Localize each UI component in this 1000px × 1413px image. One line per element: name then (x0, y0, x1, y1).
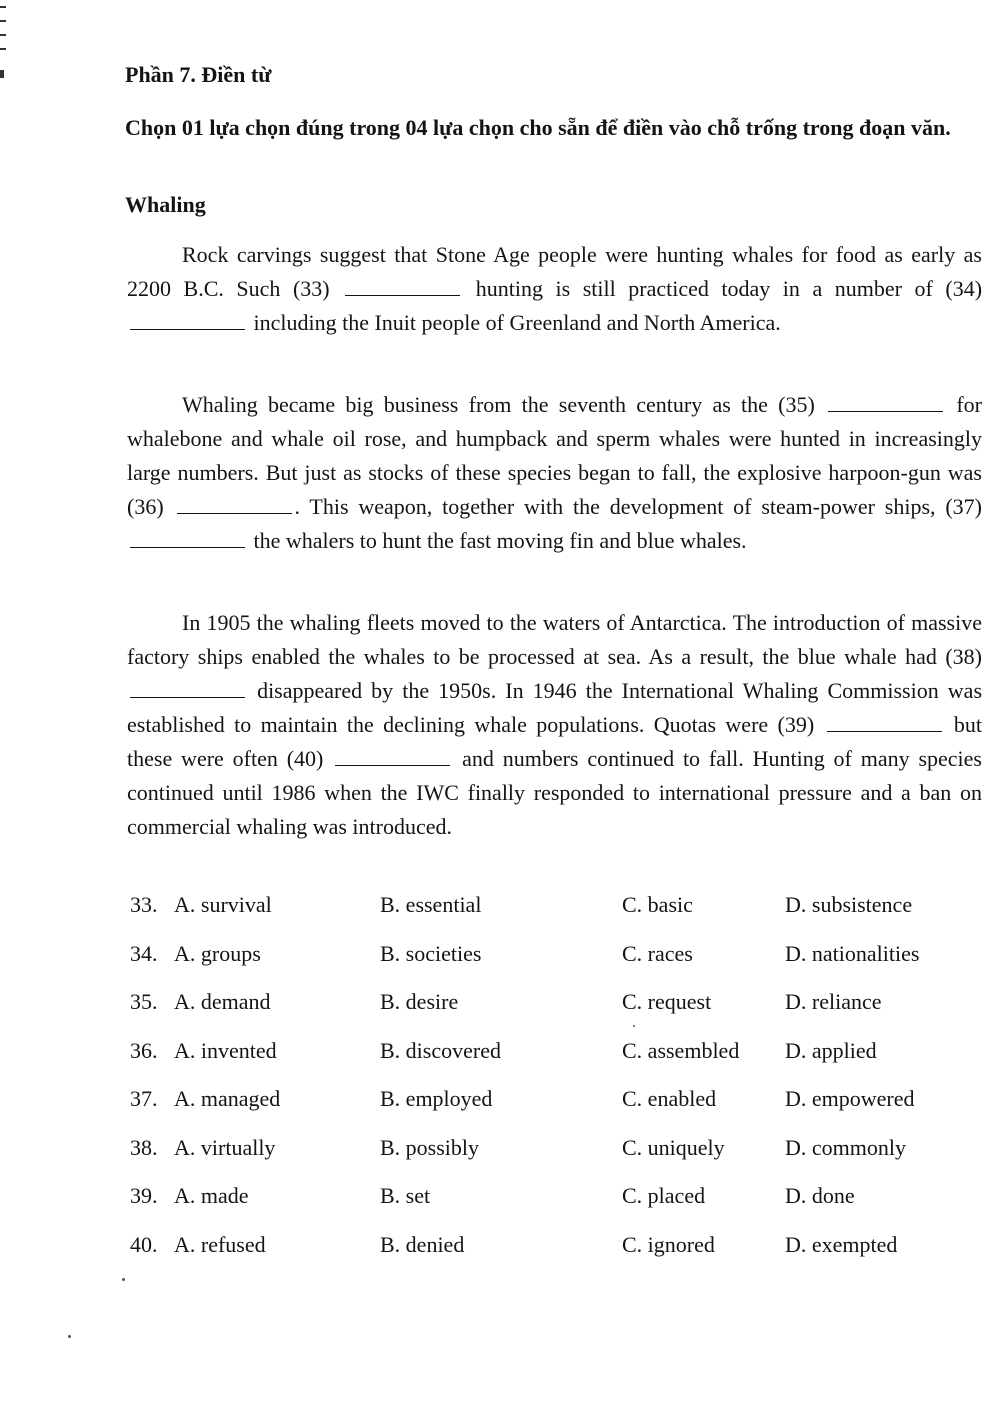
option-b[interactable]: B. societies (380, 940, 482, 966)
option-b[interactable]: B. employed (380, 1086, 493, 1111)
question-row-36 (130, 1038, 990, 1087)
option-d[interactable]: D. reliance (785, 989, 882, 1014)
option-c[interactable]: C. request (622, 989, 712, 1014)
option-c[interactable]: C. ignored (622, 1231, 715, 1257)
option-d[interactable]: D. commonly (785, 1134, 906, 1160)
option-a[interactable]: A. survival (174, 892, 272, 917)
blank-33 (345, 275, 460, 296)
option-a[interactable]: A. groups (174, 940, 261, 966)
option-d[interactable]: D. done (785, 1183, 855, 1208)
question-row-33 (130, 892, 990, 941)
p2-text-4: the whalers to hunt the fast moving fin and blue whales. (253, 528, 747, 553)
question-row-35 (130, 989, 990, 1038)
question-row-38 (130, 1135, 990, 1184)
question-number: 37. (130, 1086, 158, 1111)
option-d[interactable]: D. subsistence (785, 892, 913, 917)
question-number: 35. (130, 989, 158, 1014)
passage-title: Whaling (125, 192, 206, 217)
p3-text-3: but these were often (40) (127, 712, 983, 771)
paragraph-3 (127, 606, 982, 844)
blank-39 (827, 711, 942, 732)
option-a[interactable]: A. demand (174, 989, 271, 1014)
option-a[interactable]: A. invented (174, 1037, 277, 1063)
option-d[interactable]: D. applied (785, 1037, 877, 1063)
option-c[interactable]: C. placed (622, 1183, 706, 1208)
question-row-34 (130, 941, 990, 990)
option-b[interactable]: B. essential (380, 892, 482, 917)
paragraph-1 (127, 238, 982, 340)
answer-options (130, 892, 990, 1280)
scan-speck (633, 1025, 635, 1027)
p3-text-2: disappeared by the 1950s. In 1946 the International Whaling Commission was established to maintain the declining whale populations. Quotas were (39) (127, 678, 983, 737)
question-number: 36. (130, 1037, 158, 1063)
question-number: 34. (130, 940, 158, 966)
option-a[interactable]: A. managed (174, 1086, 281, 1111)
p2-text-1: Whaling became big business from the seventh century as the (35) (182, 392, 815, 417)
blank-34 (130, 309, 245, 330)
option-c[interactable]: C. assembled (622, 1037, 740, 1063)
blank-36 (177, 493, 292, 514)
p1-text-3: including the Inuit people of Greenland and North America. (253, 310, 781, 335)
option-c[interactable]: C. uniquely (622, 1134, 725, 1160)
p2-text-2: for whalebone and whale oil rose, and humpback and sperm whales were hunted in increasingly large numbers. But just as stocks of these species began to fall, the explosive harpoon-gun was (36) (127, 392, 983, 519)
option-d[interactable]: D. exempted (785, 1231, 898, 1257)
scan-speck (68, 1335, 71, 1338)
paragraph-2 (127, 388, 982, 558)
p1-text-2: hunting is still practiced today in a number of (34) (475, 276, 983, 301)
option-a[interactable]: A. virtually (174, 1134, 276, 1160)
question-row-39 (130, 1183, 990, 1232)
blank-35 (828, 391, 943, 412)
section-title: Phần 7. Điền từ (125, 62, 272, 87)
scan-speck (122, 1278, 125, 1281)
option-c[interactable]: C. races (622, 940, 693, 966)
question-row-40 (130, 1232, 990, 1281)
blank-40 (335, 745, 450, 766)
question-number: 38. (130, 1134, 158, 1160)
option-b[interactable]: B. denied (380, 1231, 465, 1257)
instruction-text: Chọn 01 lựa chọn đúng trong 04 lựa chọn cho sẵn để điền vào chỗ trống trong đoạn văn. (125, 115, 951, 140)
option-b[interactable]: B. possibly (380, 1134, 480, 1160)
option-b[interactable]: B. set (380, 1183, 431, 1208)
binding-edge-marks (0, 0, 8, 90)
question-number: 40. (130, 1231, 158, 1257)
question-row-37 (130, 1086, 990, 1135)
option-d[interactable]: D. empowered (785, 1086, 915, 1111)
blank-38 (130, 677, 245, 698)
option-b[interactable]: B. desire (380, 989, 459, 1014)
blank-37 (130, 527, 245, 548)
option-c[interactable]: C. basic (622, 892, 693, 917)
p3-text-1: In 1905 the whaling fleets moved to the waters of Antarctica. The introduction of massive factory ships enabled the whales to be processed at sea. As a result, the blue whale had (38) (127, 610, 982, 669)
option-d[interactable]: D. nationalities (785, 940, 920, 966)
p1-text-1: Rock carvings suggest that Stone Age people were hunting whales for food as early as 2200 B.C. Such (33) (127, 242, 982, 301)
p2-text-3: . This weapon, together with the development of steam-power ships, (37) (294, 494, 983, 519)
question-number: 33. (130, 892, 158, 917)
p3-text-4: and numbers continued to fall. Hunting of many species continued until 1986 when the IWC finally responded to international pressure and a ban on commercial whaling was introduced. (127, 746, 982, 839)
question-number: 39. (130, 1183, 158, 1208)
option-b[interactable]: B. discovered (380, 1037, 501, 1063)
option-a[interactable]: A. made (174, 1183, 249, 1208)
option-a[interactable]: A. refused (174, 1231, 266, 1257)
option-c[interactable]: C. enabled (622, 1086, 717, 1111)
